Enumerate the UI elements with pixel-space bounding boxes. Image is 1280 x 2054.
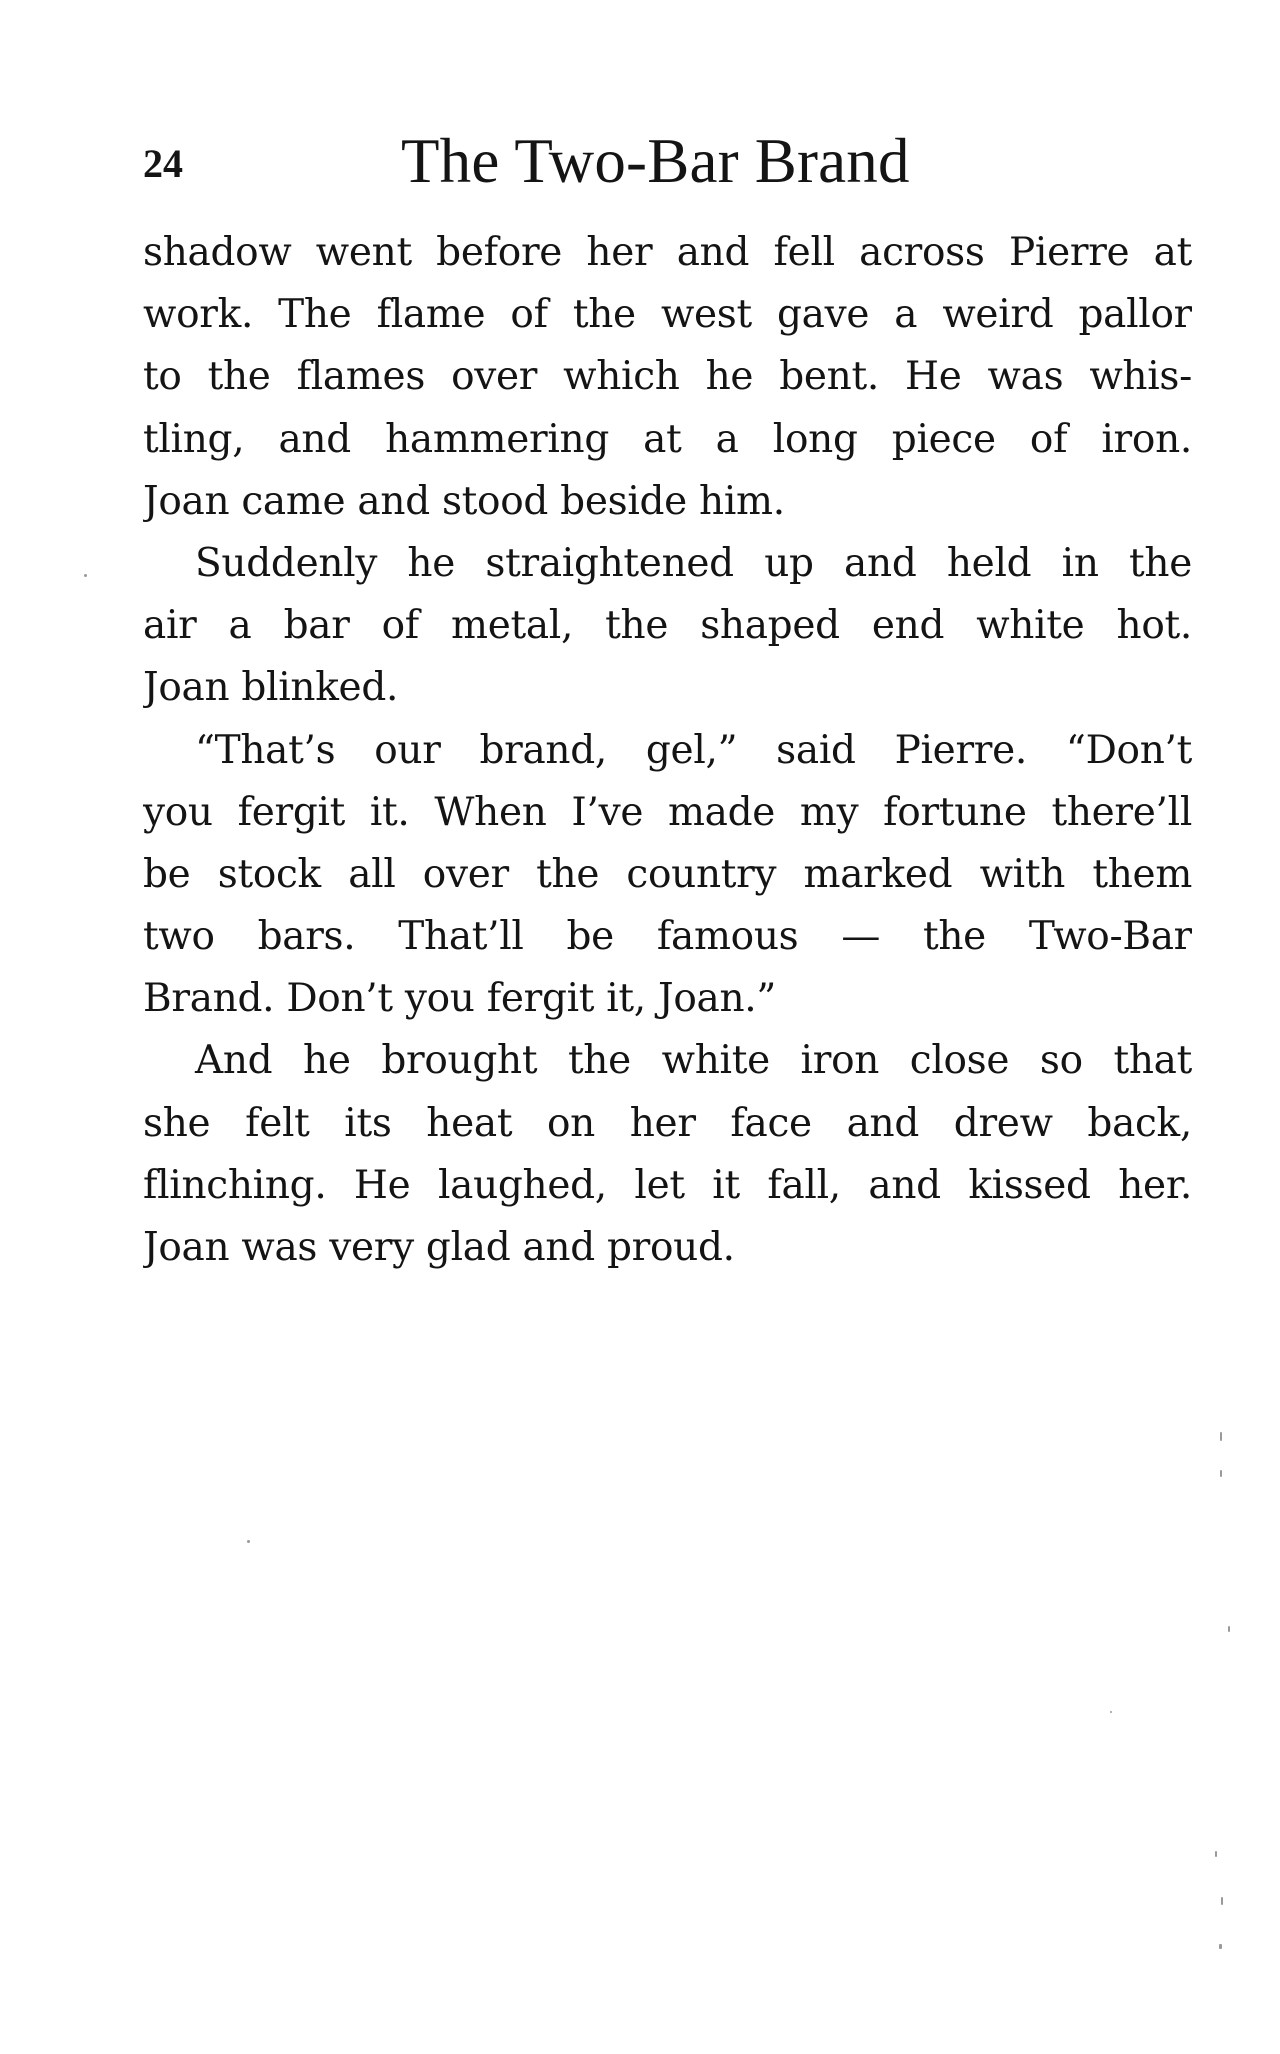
scan-speck — [84, 574, 87, 577]
text-line: Joan came and stood beside him. — [143, 478, 785, 524]
body-text — [143, 222, 1192, 1279]
running-head — [143, 126, 1193, 210]
scan-speck — [1215, 1851, 1217, 1857]
text-line: “That’s our brand, gel,” said Pierre. “Don’t — [195, 727, 1192, 773]
paragraph-2 — [143, 533, 1192, 720]
scan-speck — [1221, 1897, 1223, 1905]
paragraph-3 — [143, 720, 1192, 1031]
text-line: Joan blinked. — [143, 665, 399, 711]
scan-speck — [1228, 1626, 1230, 1632]
text-line: you fergit it. When I’ve made my fortune there’ll — [143, 789, 1192, 835]
scan-speck — [1110, 1711, 1112, 1713]
text-line: shadow went before her and fell across Pierre at — [143, 230, 1192, 275]
text-line: she felt its heat on her face and drew back, — [143, 1100, 1192, 1146]
scan-speck — [1219, 1944, 1222, 1949]
paragraph-4 — [143, 1030, 1192, 1279]
text-line: air a bar of metal, the shaped end white hot. — [143, 603, 1192, 649]
scan-speck — [1220, 1470, 1222, 1477]
running-title: The Two-Bar Brand — [401, 126, 910, 196]
scan-speck — [247, 1540, 250, 1543]
scan-speck — [1220, 1432, 1222, 1441]
text-line: Joan was very glad and proud. — [143, 1225, 735, 1270]
text-line: And he brought the white iron close so that — [195, 1038, 1192, 1084]
text-line: Brand. Don’t you fergit it, Joan.” — [143, 976, 777, 1022]
paragraph-1 — [143, 222, 1192, 533]
text-line: flinching. He laughed, let it fall, and kissed her. — [143, 1162, 1192, 1208]
text-line: two bars. That’ll be famous — the Two-Bar — [143, 914, 1192, 960]
text-line: to the flames over which he bent. He was whis- — [143, 354, 1192, 400]
text-line: Suddenly he straightened up and held in the — [195, 540, 1192, 586]
text-line: work. The flame of the west gave a weird pallor — [143, 292, 1192, 338]
text-line: tling, and hammering at a long piece of iron. — [143, 416, 1192, 462]
page-number: 24 — [143, 141, 183, 186]
text-line: be stock all over the country marked with them — [143, 851, 1192, 897]
